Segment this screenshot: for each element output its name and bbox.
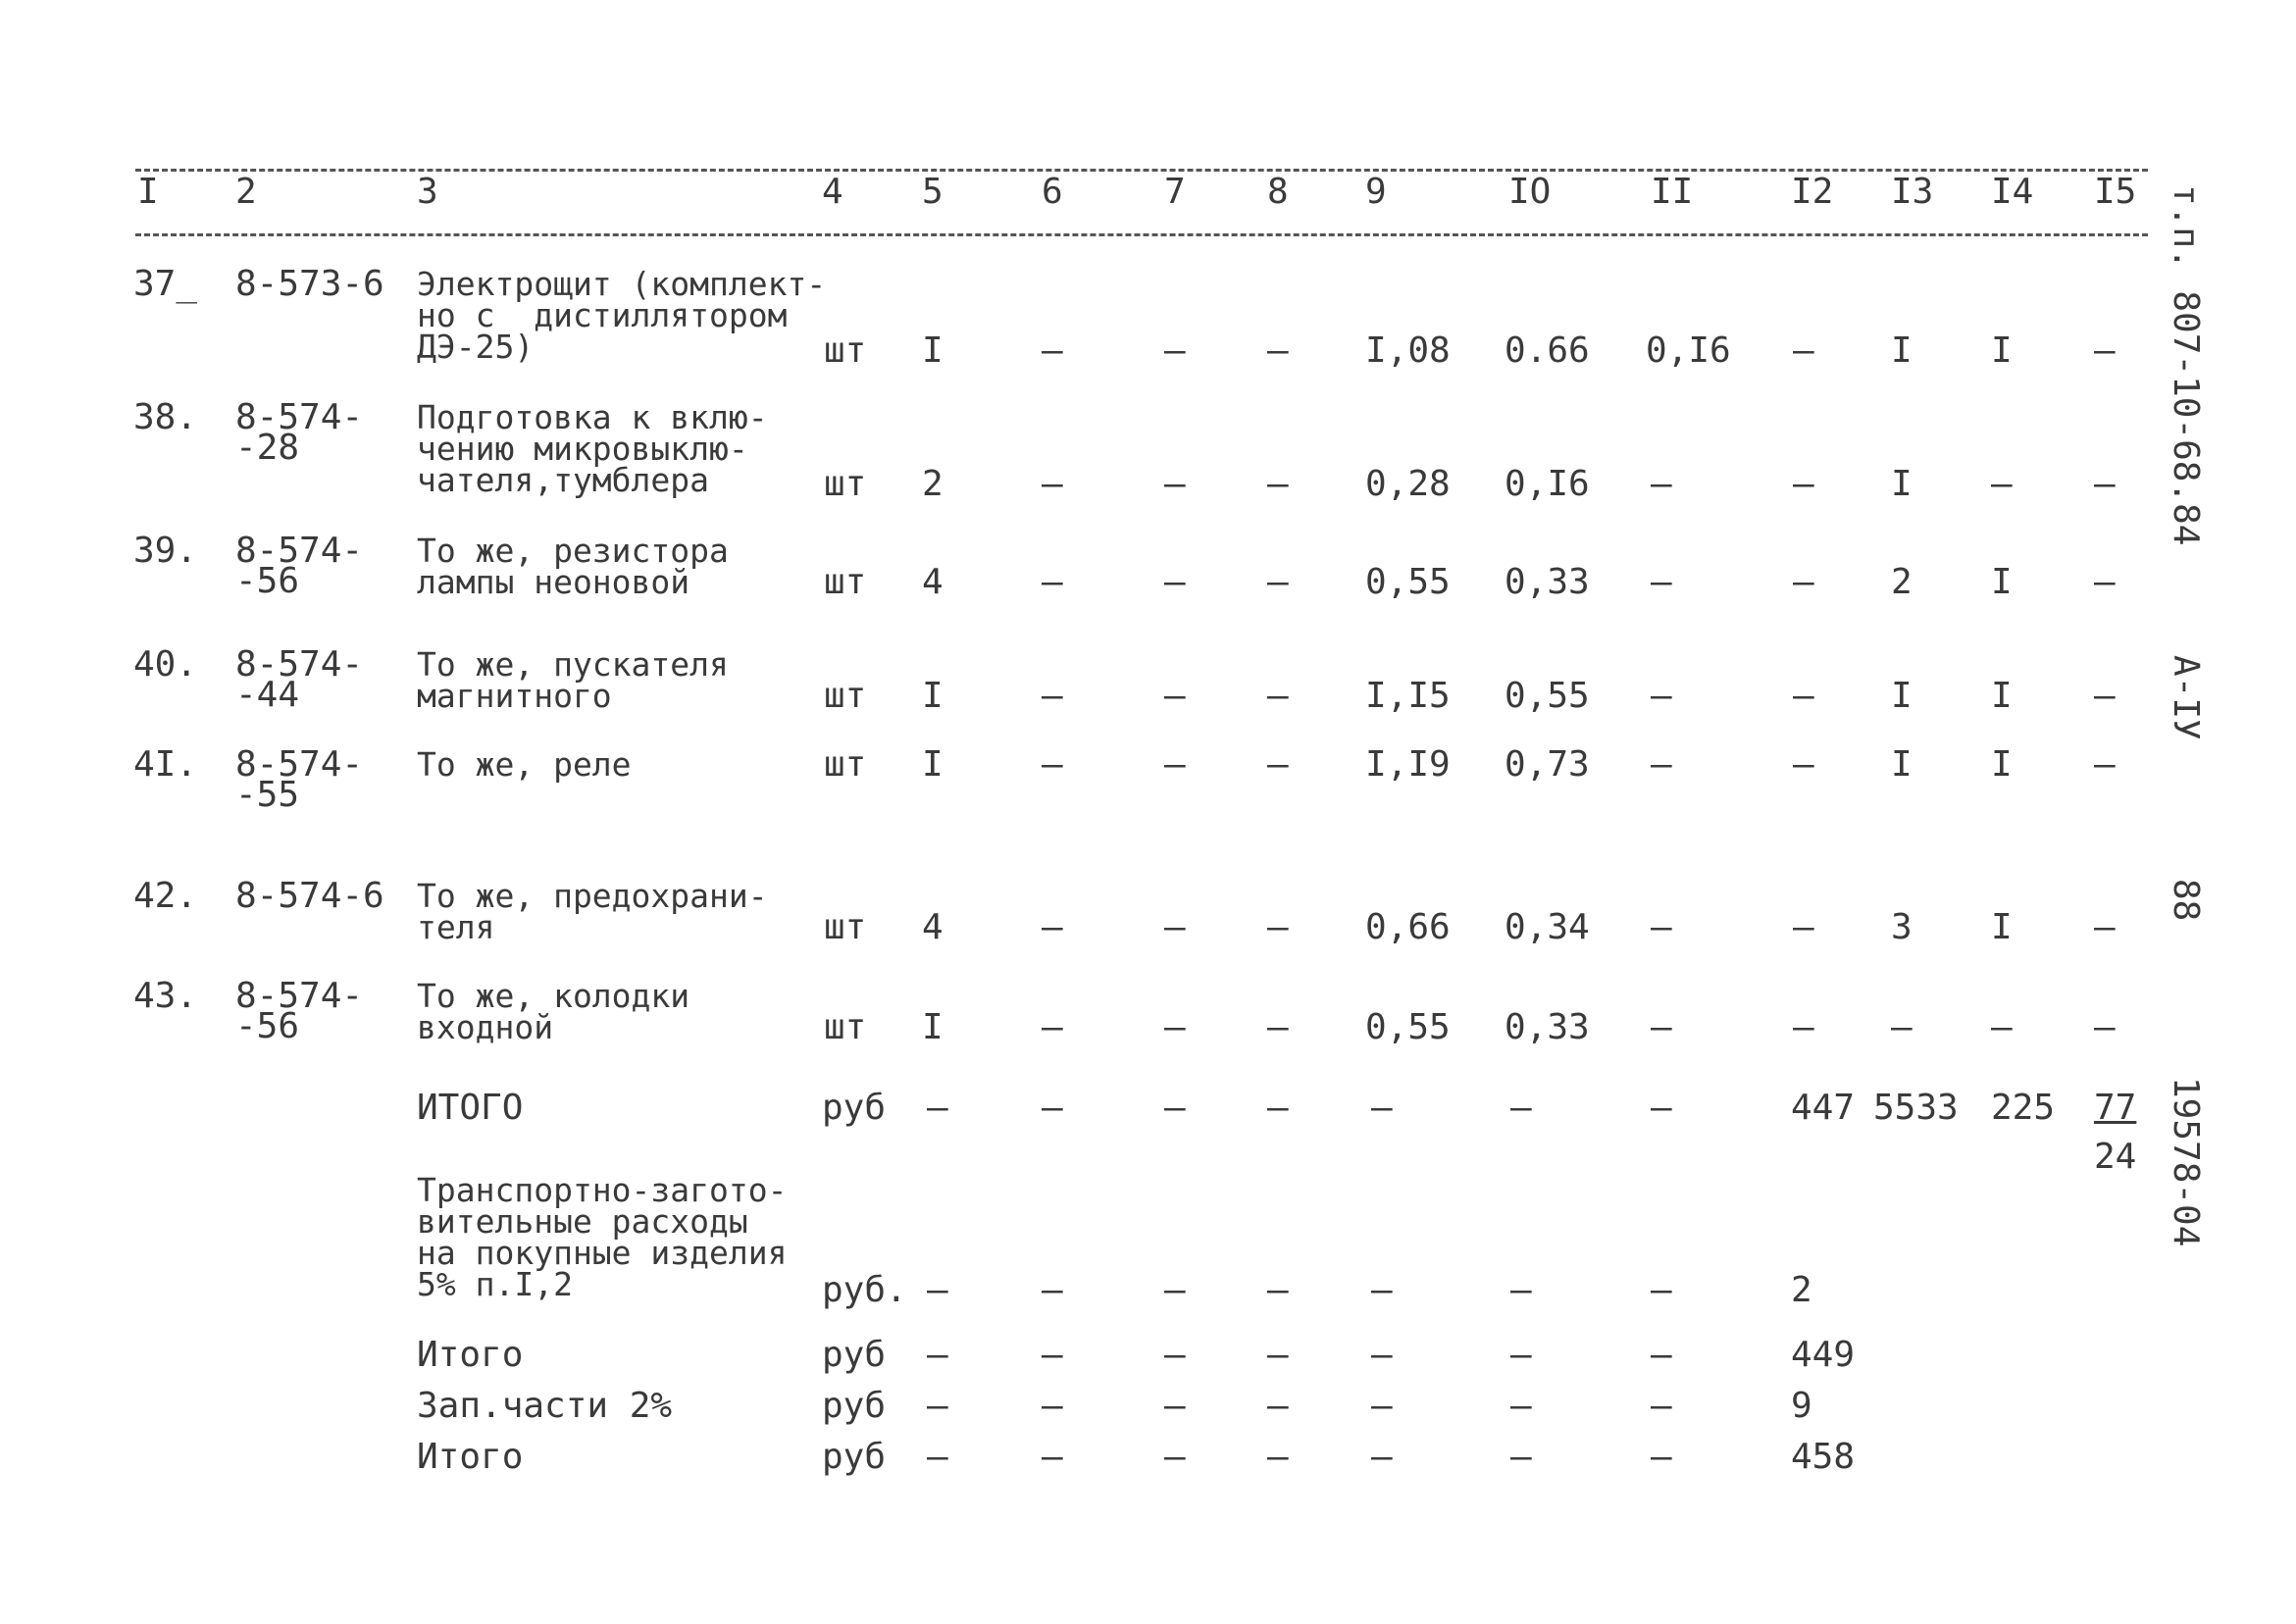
row-col12: – — [1793, 330, 1814, 371]
summary-col15-denominator: 24 — [2094, 1137, 2137, 1177]
col-header-14: I4 — [1991, 172, 2034, 212]
row-col10: 0,33 — [1505, 1007, 1590, 1047]
row-col15: – — [2094, 744, 2116, 785]
row-col15: – — [2094, 562, 2116, 602]
summary-col12: 449 — [1791, 1335, 1856, 1375]
row-unit: шт — [824, 676, 867, 716]
summary-col11: – — [1651, 1437, 1672, 1477]
summary-col9: – — [1371, 1437, 1393, 1477]
summary-label: ИТОГО — [417, 1088, 524, 1128]
summary-col6: – — [1042, 1088, 1063, 1128]
col-header-11: II — [1651, 172, 1694, 212]
row-code: 8-574- -56 — [235, 976, 364, 1046]
row-description: То же, пускателя магнитного — [417, 645, 729, 715]
col-header-1: I — [137, 172, 159, 212]
row-col15: – — [2094, 330, 2116, 371]
summary-label: Итого — [417, 1335, 524, 1375]
row-col11: 0,I6 — [1646, 330, 1731, 371]
row-col12: – — [1793, 676, 1814, 716]
summary-col6: – — [1042, 1335, 1063, 1375]
summary-label: Транспортно-загото- вительные расходы на покупные изделия 5% п.I,2 — [417, 1171, 788, 1303]
row-col6: – — [1042, 744, 1063, 785]
side-album-number: А-IУ — [2166, 655, 2206, 740]
summary-col10: – — [1510, 1088, 1532, 1128]
row-col5: 4 — [922, 907, 944, 947]
col-header-9: 9 — [1365, 172, 1387, 212]
summary-col9: – — [1371, 1270, 1393, 1310]
row-col8: – — [1267, 1007, 1289, 1047]
summary-col10: – — [1510, 1437, 1532, 1477]
summary-col14: 225 — [1991, 1088, 2056, 1128]
row-unit: шт — [824, 330, 867, 371]
summary-col12: 447 — [1791, 1088, 1856, 1128]
summary-col8: – — [1267, 1437, 1289, 1477]
row-unit: шт — [824, 562, 867, 602]
row-col9: I,I5 — [1365, 676, 1451, 716]
row-col7: – — [1164, 744, 1186, 785]
summary-col9: – — [1371, 1088, 1393, 1128]
row-unit: шт — [824, 1007, 867, 1047]
summary-col10: – — [1510, 1335, 1532, 1375]
row-col11: – — [1651, 676, 1672, 716]
summary-col12: 9 — [1791, 1386, 1812, 1426]
summary-col10: – — [1510, 1386, 1532, 1426]
col-header-2: 2 — [235, 172, 257, 212]
row-code: 8-574- -44 — [235, 644, 364, 715]
row-col12: – — [1793, 1007, 1814, 1047]
row-code: 8-574- -56 — [235, 531, 364, 601]
row-code: 8-574- -55 — [235, 744, 364, 815]
row-col5: I — [922, 744, 944, 785]
summary-col7: – — [1164, 1335, 1186, 1375]
col-header-6: 6 — [1042, 172, 1063, 212]
summary-col5: – — [927, 1386, 948, 1426]
summary-col11: – — [1651, 1270, 1672, 1310]
row-col14: – — [1991, 464, 2013, 504]
row-col13: I — [1891, 676, 1913, 716]
col-header-4: 4 — [822, 172, 843, 212]
summary-col12: 2 — [1791, 1270, 1812, 1310]
row-number: 38. — [133, 397, 198, 437]
row-col10: 0,55 — [1505, 676, 1590, 716]
row-col14: – — [1991, 1007, 2013, 1047]
header-bottom-rule — [135, 233, 2148, 236]
row-col6: – — [1042, 464, 1063, 504]
row-col15: – — [2094, 907, 2116, 947]
row-col10: 0,34 — [1505, 907, 1590, 947]
row-col5: I — [922, 330, 944, 371]
row-col13: I — [1891, 330, 1913, 371]
row-col13: 3 — [1891, 907, 1913, 947]
row-col5: 4 — [922, 562, 944, 602]
summary-col8: – — [1267, 1386, 1289, 1426]
row-col7: – — [1164, 676, 1186, 716]
row-col8: – — [1267, 562, 1289, 602]
summary-label: Итого — [417, 1437, 524, 1477]
row-code: 8-574- -28 — [235, 397, 364, 468]
row-unit: шт — [824, 907, 867, 947]
row-col12: – — [1793, 464, 1814, 504]
row-number: 40. — [133, 644, 198, 685]
summary-col15-numerator: 77 — [2094, 1088, 2137, 1128]
side-page-number: 88 — [2166, 879, 2206, 922]
row-col8: – — [1267, 330, 1289, 371]
row-col9: I,I9 — [1365, 744, 1451, 785]
row-col6: – — [1042, 676, 1063, 716]
row-col15: – — [2094, 1007, 2116, 1047]
row-col11: – — [1651, 1007, 1672, 1047]
row-unit: шт — [824, 464, 867, 504]
summary-unit: руб — [822, 1335, 887, 1375]
row-col9: 0,55 — [1365, 1007, 1451, 1047]
row-number: 43. — [133, 976, 198, 1016]
col-header-8: 8 — [1267, 172, 1289, 212]
col-header-10: IO — [1508, 172, 1552, 212]
row-col14: I — [1991, 330, 2013, 371]
row-col7: – — [1164, 562, 1186, 602]
row-unit: шт — [824, 744, 867, 785]
row-col10: 0,33 — [1505, 562, 1590, 602]
row-col14: I — [1991, 744, 2013, 785]
row-col12: – — [1793, 744, 1814, 785]
row-number: 42. — [133, 876, 198, 916]
row-col5: 2 — [922, 464, 944, 504]
summary-col5: – — [927, 1270, 948, 1310]
row-col14: I — [1991, 907, 2013, 947]
summary-col5: – — [927, 1088, 948, 1128]
row-col15: – — [2094, 464, 2116, 504]
row-col9: 0,66 — [1365, 907, 1451, 947]
row-col6: – — [1042, 1007, 1063, 1047]
row-col5: I — [922, 676, 944, 716]
row-col10: 0,I6 — [1505, 464, 1590, 504]
summary-col13: 5533 — [1873, 1088, 1959, 1128]
summary-label: Зап.части 2% — [417, 1386, 673, 1426]
row-col13: – — [1891, 1007, 1913, 1047]
summary-col6: – — [1042, 1386, 1063, 1426]
row-col12: – — [1793, 562, 1814, 602]
row-col11: – — [1651, 562, 1672, 602]
summary-col8: – — [1267, 1335, 1289, 1375]
col-header-12: I2 — [1791, 172, 1834, 212]
row-col10: 0,73 — [1505, 744, 1590, 785]
row-col12: – — [1793, 907, 1814, 947]
col-header-3: 3 — [417, 172, 438, 212]
row-col7: – — [1164, 330, 1186, 371]
summary-col12: 458 — [1791, 1437, 1856, 1477]
side-document-code: т.п. 807-10-68.84 — [2166, 184, 2206, 546]
row-col9: 0,28 — [1365, 464, 1451, 504]
summary-col9: – — [1371, 1386, 1393, 1426]
row-description: Подготовка к вклю- чению микровыклю- чателя,тумблера — [417, 398, 768, 499]
row-description: Электрощит (комплект- но с дистиллятором ДЭ-25) — [417, 265, 827, 366]
row-col13: I — [1891, 744, 1913, 785]
row-description: То же, колодки входной — [417, 977, 690, 1046]
summary-col6: – — [1042, 1270, 1063, 1310]
row-col6: – — [1042, 330, 1063, 371]
row-col11: – — [1651, 464, 1672, 504]
row-description: То же, реле — [417, 745, 632, 784]
summary-col11: – — [1651, 1335, 1672, 1375]
summary-unit: руб — [822, 1437, 887, 1477]
row-col11: – — [1651, 744, 1672, 785]
row-number: 39. — [133, 531, 198, 571]
row-code: 8-574-6 — [235, 876, 384, 916]
row-col8: – — [1267, 907, 1289, 947]
row-col10: 0.66 — [1505, 330, 1590, 371]
summary-unit: руб. — [822, 1270, 907, 1310]
row-number: 4I. — [133, 744, 198, 785]
row-col13: I — [1891, 464, 1913, 504]
row-col14: I — [1991, 562, 2013, 602]
row-description: То же, резистора лампы неоновой — [417, 532, 729, 601]
row-col5: I — [922, 1007, 944, 1047]
row-col15: – — [2094, 676, 2116, 716]
row-col7: – — [1164, 1007, 1186, 1047]
row-number: 37_ — [133, 264, 198, 304]
row-description: То же, предохрани- теля — [417, 877, 768, 946]
row-col9: 0,55 — [1365, 562, 1451, 602]
summary-col7: – — [1164, 1088, 1186, 1128]
col-header-7: 7 — [1164, 172, 1186, 212]
row-col8: – — [1267, 464, 1289, 504]
summary-col9: – — [1371, 1335, 1393, 1375]
row-col8: – — [1267, 744, 1289, 785]
summary-col7: – — [1164, 1270, 1186, 1310]
row-col14: I — [1991, 676, 2013, 716]
summary-unit: руб — [822, 1088, 887, 1128]
summary-col7: – — [1164, 1437, 1186, 1477]
row-col6: – — [1042, 907, 1063, 947]
col-header-5: 5 — [922, 172, 944, 212]
row-col7: – — [1164, 907, 1186, 947]
row-col6: – — [1042, 562, 1063, 602]
row-col11: – — [1651, 907, 1672, 947]
row-code: 8-573-6 — [235, 264, 384, 304]
col-header-13: I3 — [1891, 172, 1934, 212]
summary-col8: – — [1267, 1270, 1289, 1310]
summary-col5: – — [927, 1335, 948, 1375]
summary-col10: – — [1510, 1270, 1532, 1310]
summary-col5: – — [927, 1437, 948, 1477]
side-inventory-number: 19578-04 — [2166, 1077, 2206, 1247]
row-col9: I,08 — [1365, 330, 1451, 371]
summary-col7: – — [1164, 1386, 1186, 1426]
row-col7: – — [1164, 464, 1186, 504]
summary-unit: руб — [822, 1386, 887, 1426]
summary-col8: – — [1267, 1088, 1289, 1128]
summary-col11: – — [1651, 1386, 1672, 1426]
summary-col11: – — [1651, 1088, 1672, 1128]
col-header-15: I5 — [2094, 172, 2137, 212]
row-col13: 2 — [1891, 562, 1913, 602]
row-col8: – — [1267, 676, 1289, 716]
summary-col6: – — [1042, 1437, 1063, 1477]
